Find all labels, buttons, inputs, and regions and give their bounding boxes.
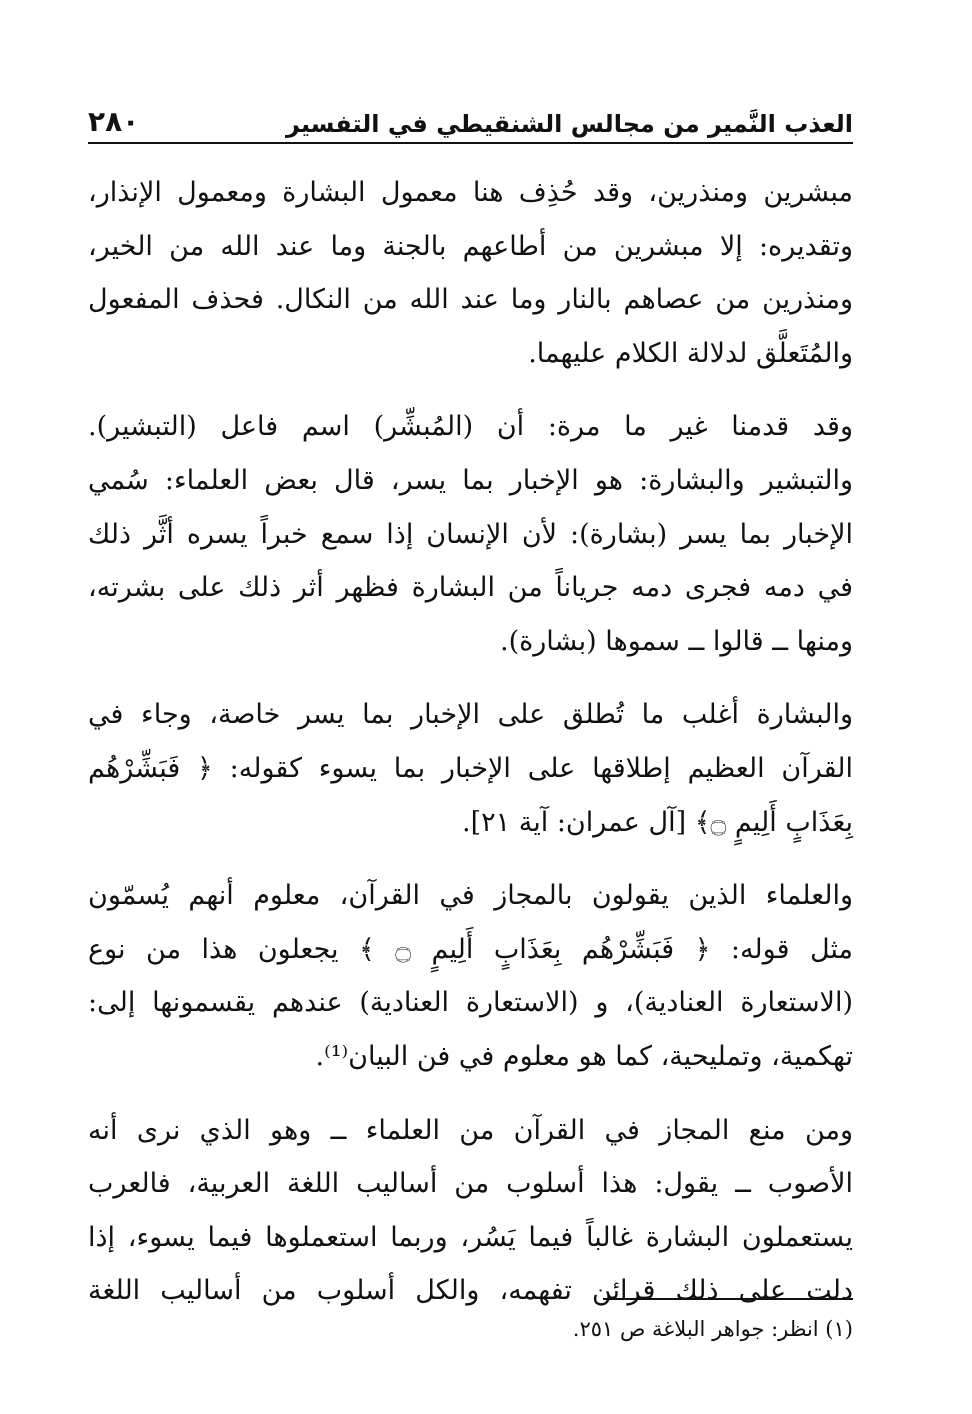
footnote: (١) انظر: جواهر البلاغة ص ٢٥١. xyxy=(572,1317,853,1341)
page-number: ٢٨٠ xyxy=(88,105,140,138)
text-line: والبشارة أغلب ما تُطلق على الإخبار بما يسر خاصة، وجاء في xyxy=(88,699,853,731)
text-line: يستعملون البشارة غالباً فيما يَسُر، وربما استعملوها فيما يسوء، إذا xyxy=(88,1221,853,1253)
text-line: والعلماء الذين يقولون بالمجاز في القرآن، معلوم أنهم يُسمّون xyxy=(88,880,853,912)
text-line: الأصوب ــ يقول: هذا أسلوب من أساليب اللغة العربية، فالعرب xyxy=(88,1168,853,1200)
running-header xyxy=(88,88,853,144)
paragraph xyxy=(88,1104,853,1318)
text-line: والمُتَعلَّق لدلالة الكلام عليهما. xyxy=(528,337,853,369)
running-title: العذب النَّمير من مجالس الشنقيطي في التفسير xyxy=(286,110,853,138)
text-line: في دمه فجرى دمه جرياناً من البشارة فظهر أثر ذلك على بشرته، xyxy=(88,572,853,604)
footnote-divider xyxy=(603,1298,853,1300)
text-line: ومن منع المجاز في القرآن من العلماء ــ وهو الذي نرى أنه xyxy=(88,1114,853,1146)
text-line: تهكمية، وتمليحية، كما هو معلوم في فن البيان⁽¹⁾. xyxy=(315,1040,853,1072)
paragraph xyxy=(88,688,853,849)
paragraph xyxy=(88,166,853,380)
paragraph xyxy=(88,400,853,668)
text-line: القرآن العظيم إطلاقها على الإخبار بما يسوء كقوله: ﴿ فَبَشِّرْهُم xyxy=(88,752,853,784)
text-line: ومنها ــ قالوا ــ سموها (بشارة). xyxy=(500,625,853,657)
text-line: مثل قوله: ﴿ فَبَشِّرْهُم بِعَذَابٍ أَلِيمٍ ۝ ﴾ يجعلون هذا من نوع xyxy=(88,933,854,965)
page xyxy=(88,88,853,1368)
text-line: بِعَذَابٍ أَلِيمٍ ۝﴾ [آل عمران: آية ٢١]. xyxy=(462,806,853,838)
text-line: وتقديره: إلا مبشرين من أطاعهم بالجنة وما عند الله من الخير، xyxy=(88,230,853,262)
text-line: (الاستعارة العنادية)، و (الاستعارة العنادية) عندهم يقسمونها إلى: xyxy=(88,987,853,1019)
body-text xyxy=(88,166,853,1318)
text-line: الإخبار بما يسر (بشارة): لأن الإنسان إذا سمع خبراً يسره أثَّر ذلك xyxy=(88,518,853,550)
text-line: ومنذرين من عصاهم بالنار وما عند الله من النكال. فحذف المفعول xyxy=(88,284,853,316)
text-line: والتبشير والبشارة: هو الإخبار بما يسر، قال بعض العلماء: سُمي xyxy=(88,464,853,496)
text-line: مبشرين ومنذرين، وقد حُذِف هنا معمول البشارة ومعمول الإنذار، xyxy=(88,177,853,208)
text-line: وقد قدمنا غير ما مرة: أن (المُبشِّر) اسم فاعل (التبشير). xyxy=(88,411,853,443)
paragraph xyxy=(88,869,853,1083)
text-line: دلت على ذلك قرائن تفهمه، والكل أسلوب من أساليب اللغة xyxy=(88,1275,853,1307)
